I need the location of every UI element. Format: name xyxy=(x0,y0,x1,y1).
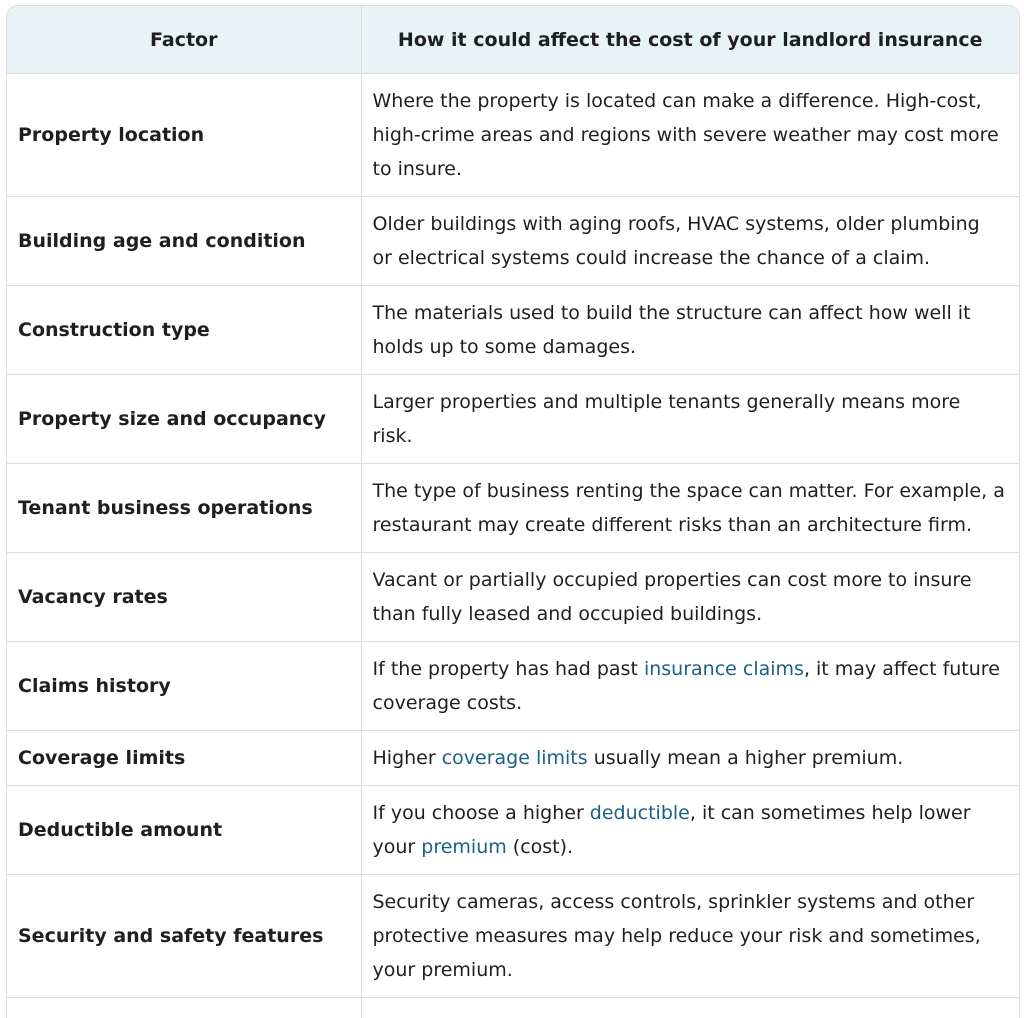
column-header-factor: Factor xyxy=(7,6,361,74)
effect-text: Older buildings with aging roofs, HVAC systems, older plumbing or electrical systems could increase the chance of a claim. xyxy=(372,213,980,269)
table-header xyxy=(7,6,1019,74)
effect-cell xyxy=(361,998,1019,1018)
factor-cell: Tenant business operations xyxy=(7,464,361,553)
effect-cell xyxy=(361,786,1019,875)
effect-text: The type of business renting the space can matter. For example, a restaurant may create different risks than an architecture firm. xyxy=(372,480,1005,536)
effect-cell xyxy=(361,875,1019,998)
effect-text: , it can sometimes help lower your xyxy=(372,802,971,858)
effect-text: usually mean a higher premium. xyxy=(587,747,904,769)
table-row xyxy=(7,875,1019,998)
effect-text: Higher xyxy=(372,747,442,769)
effect-text: Larger properties and multiple tenants generally means more risk. xyxy=(372,391,961,447)
effect-text: Vacant or partially occupied properties can cost more to insure than fully leased and occupied buildings. xyxy=(372,569,972,625)
factor-cell: Property location xyxy=(7,74,361,197)
effect-cell xyxy=(361,464,1019,553)
column-header-effect: How it could affect the cost of your landlord insurance xyxy=(361,6,1019,74)
effect-cell xyxy=(361,375,1019,464)
factor-cell: Security and safety features xyxy=(7,875,361,998)
effect-cell xyxy=(361,731,1019,786)
table-body xyxy=(7,74,1019,1018)
effect-text: Where the property is located can make a difference. High-cost, high-crime areas and regions with severe weather may cost more to insure. xyxy=(372,90,999,180)
table-row xyxy=(7,642,1019,731)
table-row xyxy=(7,464,1019,553)
effect-cell xyxy=(361,642,1019,731)
factor-cell xyxy=(7,998,361,1018)
table-row xyxy=(7,197,1019,286)
table-row xyxy=(7,553,1019,642)
glossary-link[interactable]: insurance claims xyxy=(643,658,804,680)
effect-text: The materials used to build the structure can affect how well it holds up to some damages. xyxy=(372,302,971,358)
table-row-partial xyxy=(7,998,1019,1018)
factor-cell: Property size and occupancy xyxy=(7,375,361,464)
factor-cell: Deductible amount xyxy=(7,786,361,875)
cost-factors-table-container xyxy=(6,5,1020,1018)
glossary-link[interactable]: coverage limits xyxy=(441,747,588,769)
table-row xyxy=(7,375,1019,464)
effect-text: , it may affect future coverage costs. xyxy=(372,658,1000,714)
effect-cell xyxy=(361,286,1019,375)
glossary-link[interactable]: premium xyxy=(421,836,507,858)
factor-cell: Claims history xyxy=(7,642,361,731)
factor-cell: Building age and condition xyxy=(7,197,361,286)
factor-cell: Coverage limits xyxy=(7,731,361,786)
effect-text: (cost). xyxy=(506,836,574,858)
cost-factors-table xyxy=(7,6,1019,1018)
effect-cell xyxy=(361,74,1019,197)
table-header-row xyxy=(7,6,1019,74)
effect-text: Security cameras, access controls, sprinkler systems and other protective measures may help reduce your risk and sometimes, your premium. xyxy=(372,891,981,981)
effect-text: If the property has had past xyxy=(372,658,644,680)
table-row xyxy=(7,786,1019,875)
table-row xyxy=(7,286,1019,375)
effect-text: If you choose a higher xyxy=(372,802,590,824)
factor-cell: Construction type xyxy=(7,286,361,375)
factor-cell: Vacancy rates xyxy=(7,553,361,642)
effect-cell xyxy=(361,553,1019,642)
glossary-link[interactable]: deductible xyxy=(589,802,690,824)
table-row xyxy=(7,74,1019,197)
effect-cell xyxy=(361,197,1019,286)
table-row xyxy=(7,731,1019,786)
